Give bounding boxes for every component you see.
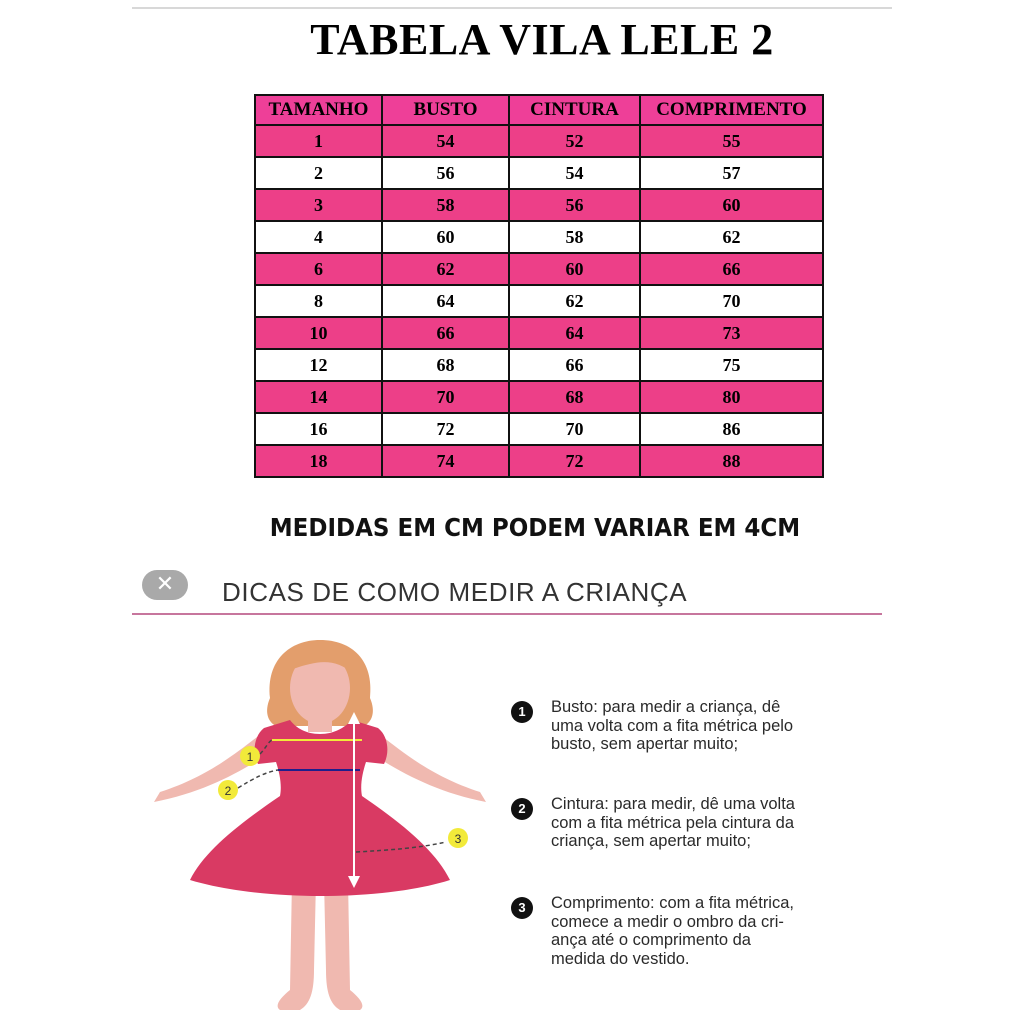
marker-3-label: 3 [454, 832, 462, 846]
right-leg-shape [324, 880, 362, 1010]
step-number-badge: 3 [511, 897, 533, 919]
measurement-note: MEDIDAS EM CM PODEM VARIAR EM 4CM [269, 513, 801, 542]
length-cell: 66 [640, 253, 823, 285]
waist-cell: 60 [509, 253, 640, 285]
size-header: TAMANHO [255, 95, 382, 125]
bust-cell: 70 [382, 381, 509, 413]
left-leg-shape [278, 880, 316, 1010]
dress-shape [190, 720, 450, 896]
tip-step-length [511, 894, 881, 968]
size-cell: 12 [255, 349, 382, 381]
bust-header: BUSTO [382, 95, 509, 125]
size-cell: 10 [255, 317, 382, 349]
step-text: Busto: para medir a criança, dê uma volta com a fita métrica pelo busto, sem apertar muito; [551, 698, 794, 753]
bust-cell: 74 [382, 445, 509, 477]
size-cell: 3 [255, 189, 382, 221]
length-cell: 80 [640, 381, 823, 413]
waist-cell: 64 [509, 317, 640, 349]
size-cell: 18 [255, 445, 382, 477]
length-cell: 62 [640, 221, 823, 253]
step-number-badge: 2 [511, 798, 533, 820]
length-cell: 75 [640, 349, 823, 381]
table-body [255, 125, 823, 477]
length-cell: 70 [640, 285, 823, 317]
size-cell: 16 [255, 413, 382, 445]
table-row [255, 189, 823, 221]
tip-step-bust [511, 698, 881, 754]
leader-line-2 [238, 770, 278, 788]
table-row [255, 381, 823, 413]
waist-cell: 54 [509, 157, 640, 189]
top-divider [132, 7, 892, 9]
table-row [255, 157, 823, 189]
waist-cell: 62 [509, 285, 640, 317]
waist-cell: 58 [509, 221, 640, 253]
bust-cell: 54 [382, 125, 509, 157]
size-cell: 6 [255, 253, 382, 285]
step-text: Cintura: para medir, dê uma volta com a fita métrica pela cintura da criança, sem apertar muito; [551, 795, 795, 850]
waist-cell: 66 [509, 349, 640, 381]
table-row [255, 125, 823, 157]
size-cell: 14 [255, 381, 382, 413]
waist-header: CINTURA [509, 95, 640, 125]
bust-cell: 58 [382, 189, 509, 221]
table-row [255, 445, 823, 477]
marker-2-label: 2 [224, 784, 232, 798]
tip-step-waist [511, 795, 881, 851]
bust-cell: 56 [382, 157, 509, 189]
tips-divider [132, 613, 882, 615]
length-cell: 86 [640, 413, 823, 445]
length-cell: 60 [640, 189, 823, 221]
length-cell: 88 [640, 445, 823, 477]
length-cell: 55 [640, 125, 823, 157]
table-row [255, 253, 823, 285]
size-cell: 1 [255, 125, 382, 157]
bust-cell: 62 [382, 253, 509, 285]
table-row [255, 285, 823, 317]
bust-cell: 72 [382, 413, 509, 445]
bust-cell: 60 [382, 221, 509, 253]
bust-cell: 68 [382, 349, 509, 381]
bust-cell: 66 [382, 317, 509, 349]
tips-title: DICAS DE COMO MEDIR A CRIANÇA [222, 577, 688, 607]
step-number-badge: 1 [511, 701, 533, 723]
size-cell: 2 [255, 157, 382, 189]
bust-cell: 64 [382, 285, 509, 317]
table-row [255, 317, 823, 349]
table-header-row [255, 95, 823, 125]
waist-cell: 72 [509, 445, 640, 477]
size-table [254, 94, 824, 478]
length-cell: 73 [640, 317, 823, 349]
size-cell: 4 [255, 221, 382, 253]
child-measuring-illustration [140, 630, 500, 1020]
table-row [255, 221, 823, 253]
table-row [255, 413, 823, 445]
waist-cell: 70 [509, 413, 640, 445]
page-title: TABELA VILA LELE 2 [310, 15, 774, 64]
size-cell: 8 [255, 285, 382, 317]
length-header: COMPRIMENTO [640, 95, 823, 125]
waist-cell: 68 [509, 381, 640, 413]
step-text: Comprimento: com a fita métrica, comece a medir o ombro da cri- ança até o comprimento da medida do vestido. [551, 894, 794, 968]
table-row [255, 349, 823, 381]
waist-cell: 56 [509, 189, 640, 221]
waist-cell: 52 [509, 125, 640, 157]
close-button[interactable]: ✕ [142, 570, 188, 600]
length-cell: 57 [640, 157, 823, 189]
marker-1-label: 1 [246, 750, 254, 764]
